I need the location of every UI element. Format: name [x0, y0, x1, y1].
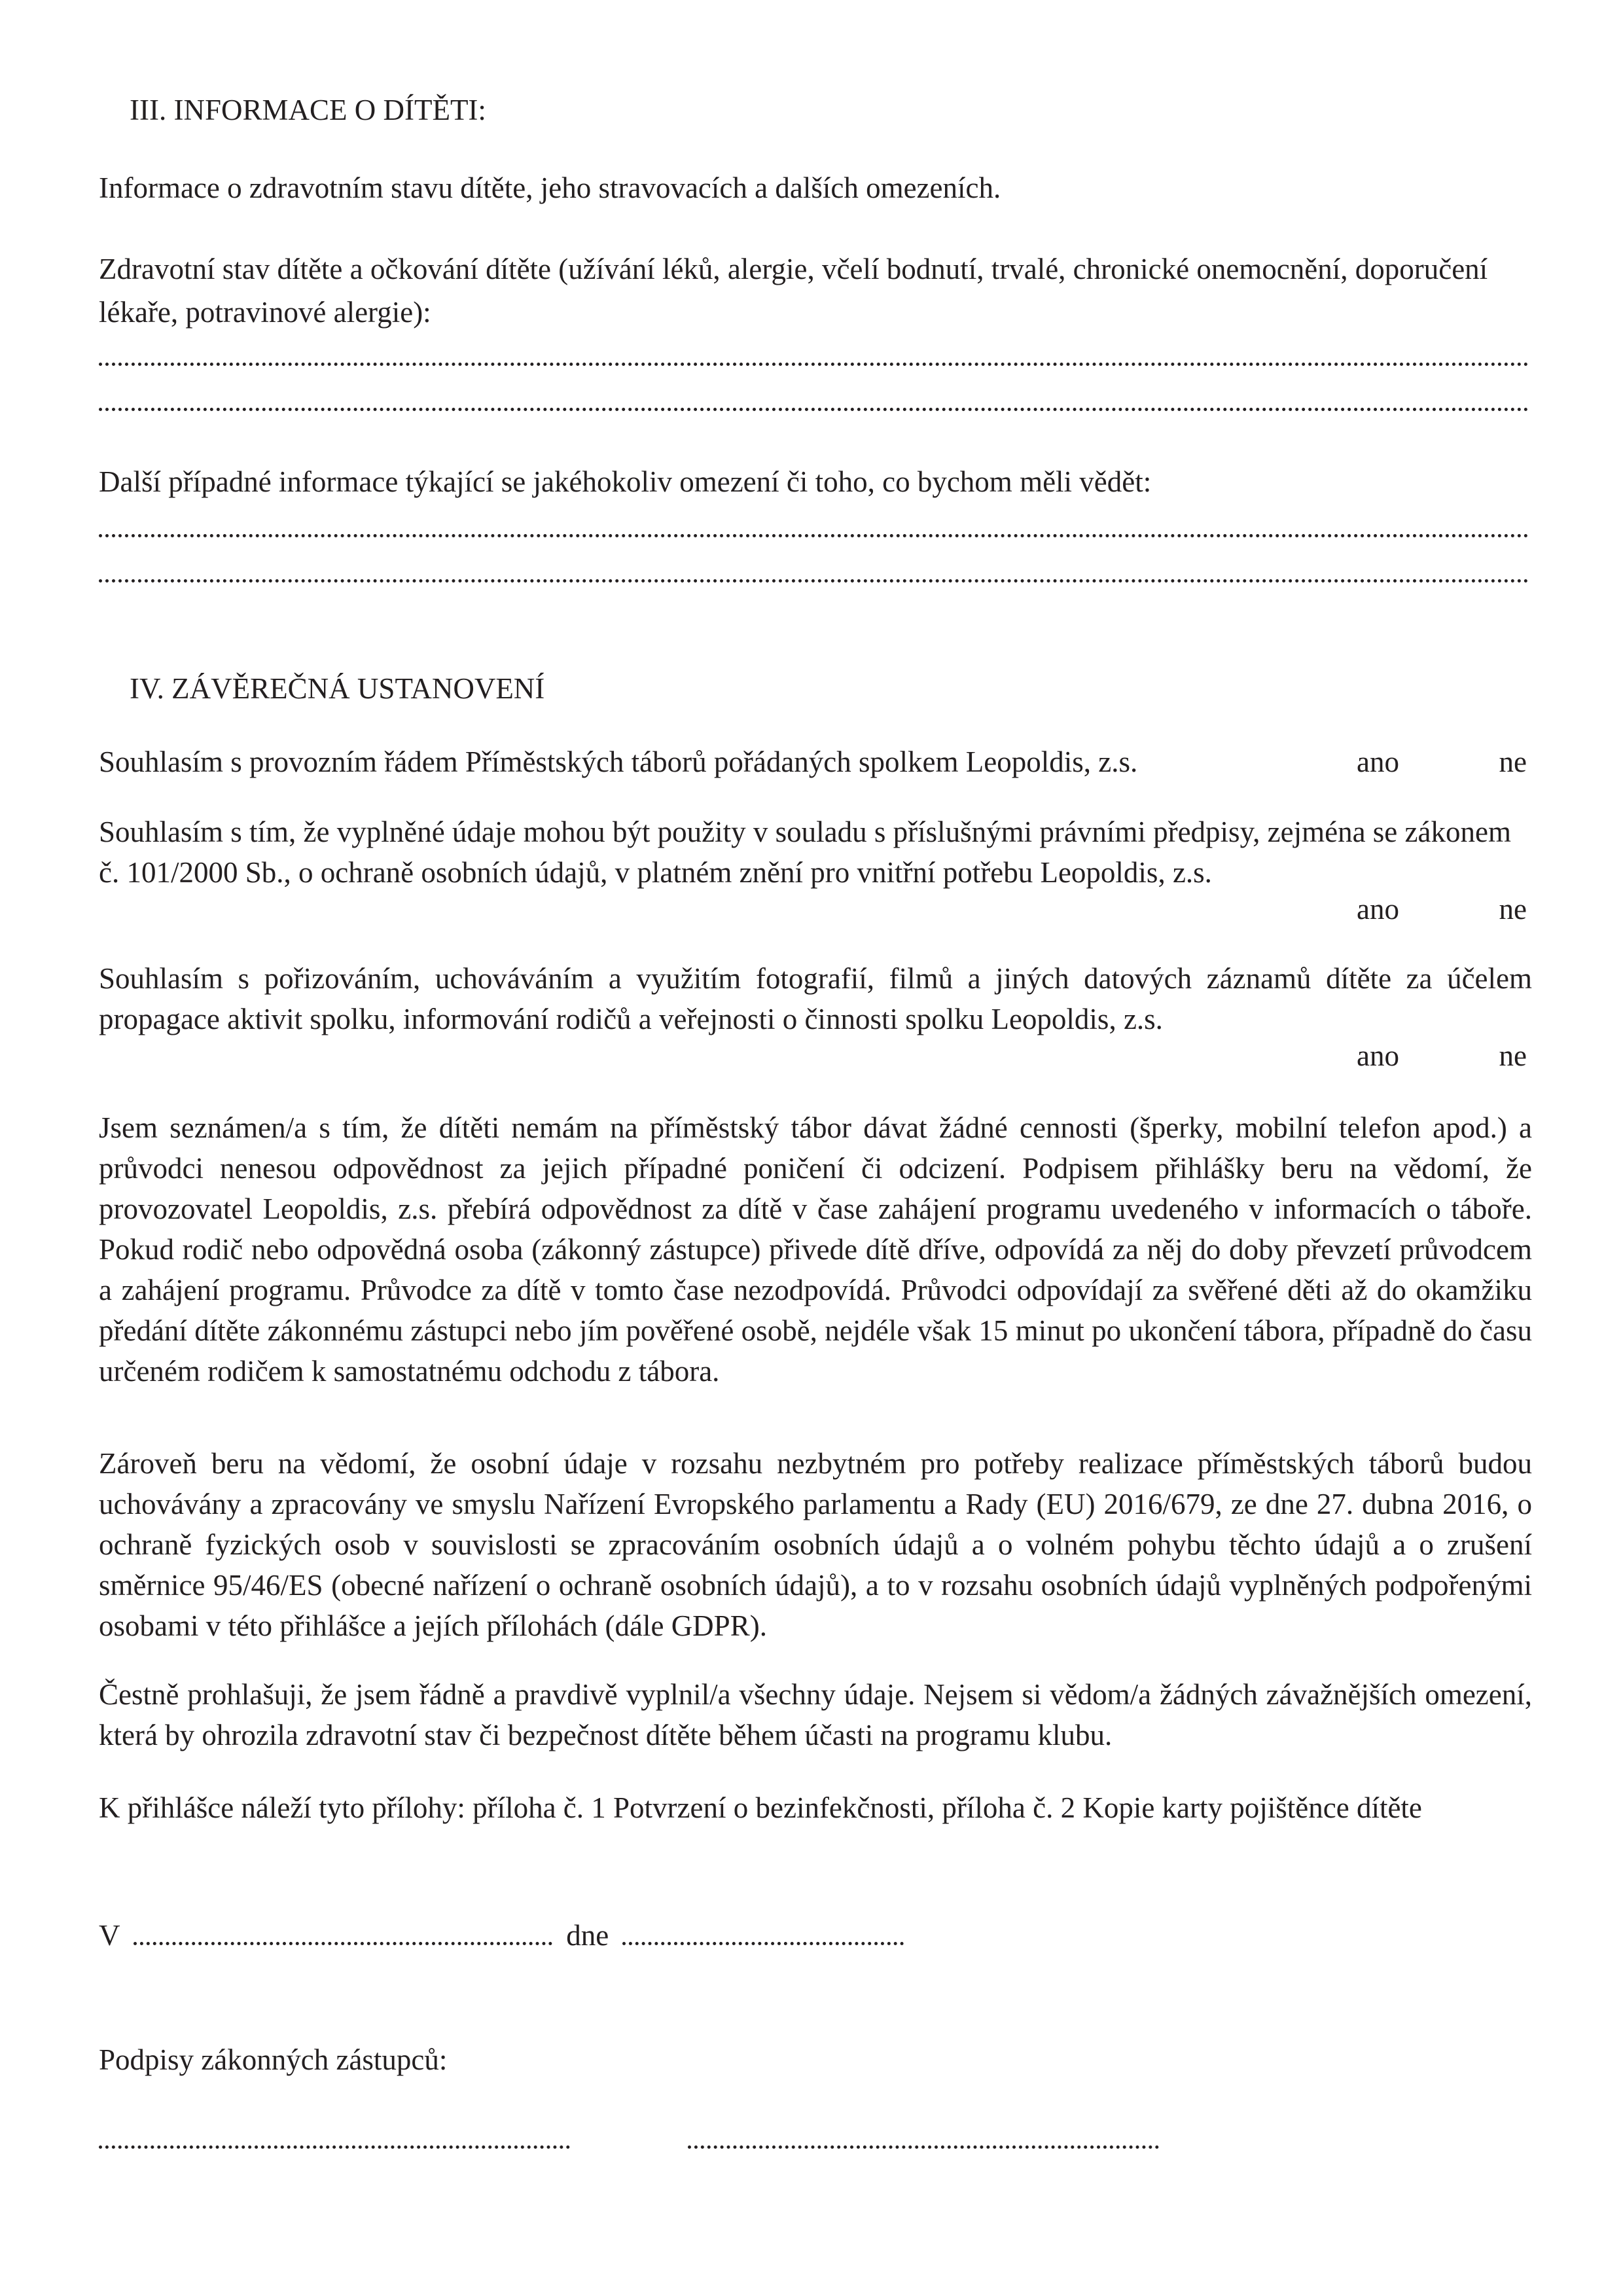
health-answer-line-2[interactable] — [99, 408, 1529, 411]
place-label: V — [99, 1919, 120, 1952]
date-field[interactable] — [622, 1942, 904, 1945]
consent-personal-data-choice — [1357, 889, 1527, 929]
place-date-line — [99, 1915, 910, 1956]
attachments-note: K přihlášce náleží tyto přílohy: příloha č. 1 Potvrzení o bezinfekčnosti, příloha č. 2 Kopie karty pojištěnce dítěte — [99, 1791, 1422, 1824]
declaration-paragraph: Čestně prohlašuji, že jsem řádně a pravdivě vyplnil/a všechny údaje. Nejsem si vědom/a žádných závažnějších omezení, která by ohrozila zdravotní stav či bezpečnost dítěte během účasti na programu klubu. — [99, 1678, 1532, 1751]
consent-personal-data: Souhlasím s tím, že vyplněné údaje mohou být použity v souladu s příslušnými právními předpisy, zejména se zákonem č. 101/2000 Sb., o ochraně osobních údajů, v platném znění pro vnitřní potřebu Leopoldis, z.s. — [99, 816, 1511, 889]
consent-photos-choice — [1357, 1035, 1527, 1076]
consent-operating-rules-yes[interactable]: ano — [1357, 745, 1399, 778]
signatures-label: Podpisy zákonných zástupců: — [99, 2043, 448, 2076]
consent-photos-no[interactable]: ne — [1499, 1039, 1527, 1072]
place-field[interactable] — [134, 1942, 552, 1945]
valuables-paragraph: Jsem seznámen/a s tím, že dítěti nemám na příměstský tábor dávat žádné cennosti (šperky, mobilní telefon apod.) a průvodci nenesou odpovědnost za jejich případné poničení či odcizení. Podpisem přihlášky beru na vědomí, že provozovatel Leopoldis, z.s. přebírá odpovědnost za dítě v čase zahájení programu uvedeného v informacích o táboře. Pokud rodič nebo odpovědná osoba (zákonný zástupce) přivede dítě dříve, odpovídá za něj do doby převzetí průvodcem a zahájení programu. Průvodce za dítě v tomto čase nezodpovídá. Průvodci odpovídají za svěřené děti až do okamžiku předání dítěte zákonnému zástupci nebo jím pověřené osobě, nejdéle však 15 minut po ukončení tábora, případně do času určeném rodičem k samostatnému odchodu z tábora. — [99, 1111, 1532, 1388]
other-info-answer-line-1[interactable] — [99, 534, 1529, 537]
health-prompt: Zdravotní stav dítěte a očkování dítěte (užívání léků, alergie, včelí bodnutí, trvalé, chronické onemocnění, doporučení lékaře, potravinové alergie): — [99, 253, 1488, 329]
section4-heading: IV. ZÁVĚREČNÁ USTANOVENÍ — [130, 672, 545, 705]
consent-personal-data-no[interactable]: ne — [1499, 893, 1527, 925]
consent-photos-yes[interactable]: ano — [1357, 1039, 1399, 1072]
gdpr-paragraph: Zároveň beru na vědomí, že osobní údaje v rozsahu nezbytném pro potřeby realizace příměstských táborů budou uchovávány a zpracovány ve smyslu Nařízení Evropského parlamentu a Rady (EU) 2016/679, ze dne 27. dubna 2016, o ochraně fyzických osob v souvislosti se zpracováním osobních údajů a o volném pohybu těchto údajů a o zrušení směrnice 95/46/ES (obecné nařízení o ochraně osobních údajů), a to v rozsahu osobních údajů vyplněných podpořenými osobami v této přihlášce a jejích přílohách (dále GDPR). — [99, 1447, 1532, 1642]
consent-operating-rules: Souhlasím s provozním řádem Příměstských táborů pořádaných spolkem Leopoldis, z.s. — [99, 745, 1138, 778]
other-info-answer-line-2[interactable] — [99, 579, 1529, 583]
section3-heading: III. INFORMACE O DÍTĚTI: — [130, 94, 486, 126]
consent-photos: Souhlasím s pořizováním, uchováváním a využitím fotografií, filmů a jiných datových záznamů dítěte za účelem propagace aktivit spolku, informování rodičů a veřejnosti o činnosti spolku Leopoldis, z.s. — [99, 962, 1532, 1035]
other-info-prompt: Další případné informace týkající se jakéhokoliv omezení či toho, co bychom měli vědět: — [99, 465, 1152, 498]
consent-operating-rules-no[interactable]: ne — [1499, 745, 1527, 778]
section3-intro: Informace o zdravotním stavu dítěte, jeho stravovacích a dalších omezeních. — [99, 171, 1001, 204]
health-answer-line-1[interactable] — [99, 363, 1529, 366]
consent-personal-data-yes[interactable]: ano — [1357, 893, 1399, 925]
date-label: dne — [566, 1919, 609, 1952]
consent-operating-rules-choice — [1357, 742, 1527, 782]
signature-line-1[interactable] — [99, 2145, 570, 2149]
signature-line-2[interactable] — [688, 2145, 1159, 2149]
